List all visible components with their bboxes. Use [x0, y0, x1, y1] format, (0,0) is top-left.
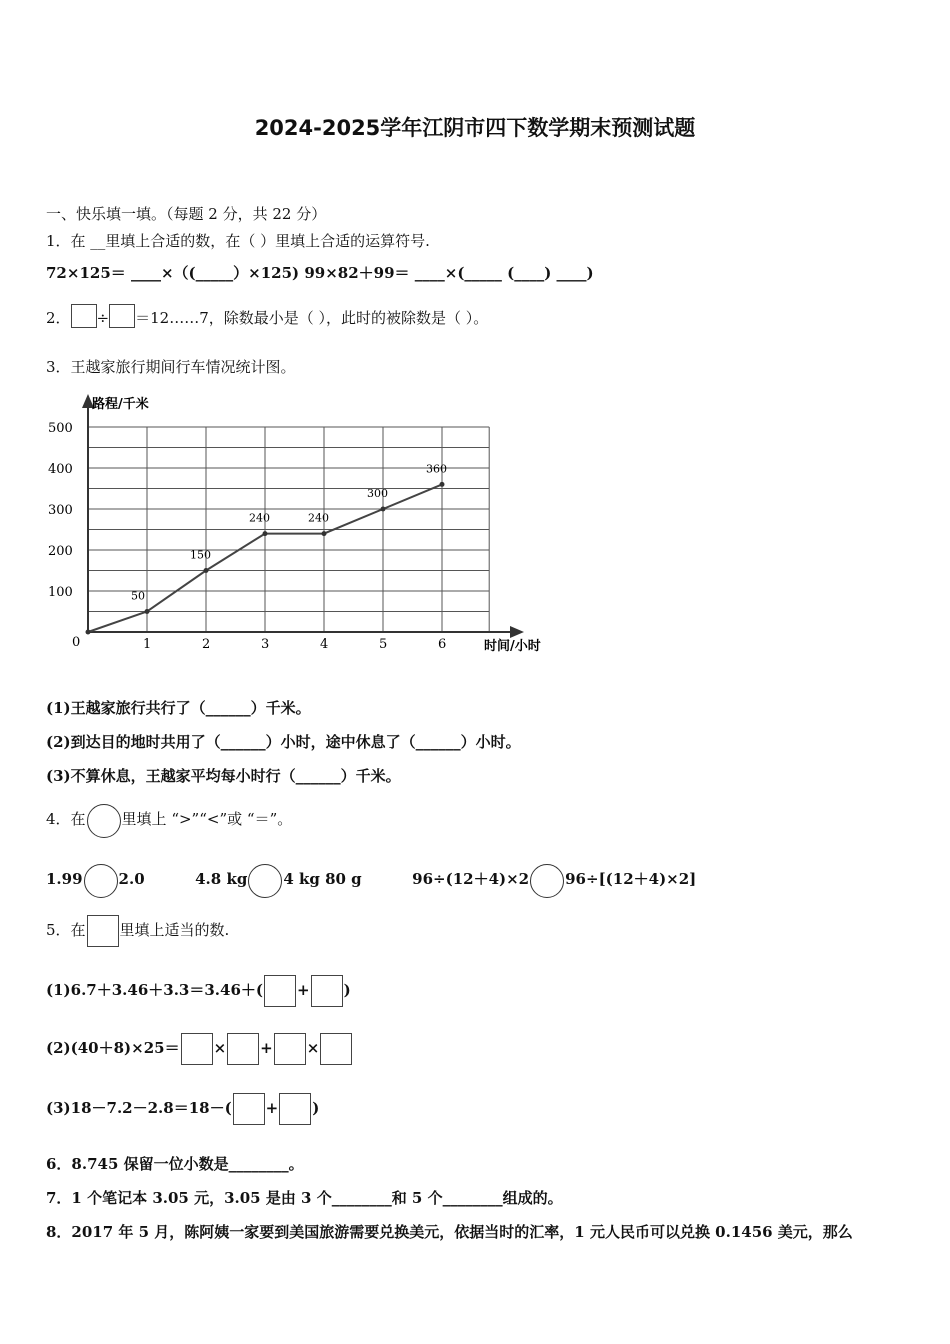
q5-sub2-box2[interactable] — [227, 1033, 259, 1065]
q5-sub3-box1[interactable] — [233, 1093, 265, 1125]
data-point — [381, 507, 386, 512]
q2-number: 2． — [46, 309, 71, 327]
q4-c2-left: 4.8 kg — [195, 870, 248, 888]
q5-sub1-text: (1)6.7＋3.46＋3.3＝3.46＋( — [46, 981, 263, 999]
q5-pre: 5．在 — [46, 921, 86, 939]
q2-dividend-box[interactable] — [71, 304, 97, 328]
y-tick-label: 300 — [48, 503, 73, 518]
y-tick-label: 400 — [48, 462, 73, 477]
q4-c2-right: 4 kg 80 g — [283, 870, 362, 888]
x-tick-label: 1 — [143, 637, 152, 652]
x-tick-label: 6 — [438, 637, 447, 652]
q5-sub1-box1[interactable] — [264, 975, 296, 1007]
q5-box-example — [87, 915, 119, 947]
data-point — [204, 568, 209, 573]
q3-text: 3．王越家旅行期间行车情况统计图。 — [46, 358, 296, 376]
data-point — [86, 630, 91, 635]
q4-c3-left: 96÷(12＋4)×2 — [412, 870, 530, 888]
q5-post: 里填上适当的数. — [119, 921, 230, 939]
q4-line — [46, 804, 292, 838]
q5-sub1 — [46, 975, 351, 1007]
x-tick-label: 5 — [379, 637, 388, 652]
q5-sub3-text: (3)18－7.2－2.8＝18－( — [46, 1099, 232, 1117]
plus-sign: + — [260, 1039, 273, 1057]
q4-c1-left: 1.99 — [46, 870, 83, 888]
q5-sub2-box4[interactable] — [320, 1033, 352, 1065]
q8-text: 8．2017 年 5 月，陈阿姨一家要到美国旅游需要兑换美元，依据当时的汇率，1 元人民币可以兑换 0.1456 美元，那么 — [46, 1223, 853, 1241]
q2-divisor-box[interactable] — [109, 304, 135, 328]
page-title: 2024-2025学年江阴市四下数学期末预测试题 — [254, 116, 696, 140]
x-axis-label: 时间/小时 — [484, 639, 541, 654]
q4-post: 里填上 “>”“<”或 “＝”。 — [121, 810, 293, 828]
q4-c3-circle[interactable] — [530, 864, 564, 898]
travel-line-chart — [44, 392, 564, 662]
q4-c2-circle[interactable] — [248, 864, 282, 898]
section-heading: 一、快乐填一填。（每题 2 分，共 22 分） — [46, 205, 327, 223]
q3-sub2: (2)到达目的地时共用了（______）小时，途中休息了（______）小时。 — [46, 733, 521, 751]
x-tick-label: 2 — [202, 637, 211, 652]
q4-pre: 4．在 — [46, 810, 86, 828]
data-point — [322, 531, 327, 536]
q5-sub3-box2[interactable] — [279, 1093, 311, 1125]
origin-label: 0 — [72, 635, 81, 650]
plus-sign: + — [265, 1099, 279, 1117]
data-label: 50 — [131, 589, 145, 603]
x-axis-arrow — [510, 626, 524, 638]
q5-line — [46, 915, 229, 947]
q2-line — [46, 304, 488, 328]
chart-ticks — [48, 421, 446, 652]
q5-sub2-box3[interactable] — [274, 1033, 306, 1065]
times-sign: × — [306, 1039, 320, 1057]
y-tick-label: 200 — [48, 544, 73, 559]
q2-divide-sign: ÷ — [96, 309, 110, 327]
q6-text: 6．8.745 保留一位小数是________。 — [46, 1155, 304, 1173]
y-tick-label: 100 — [48, 585, 73, 600]
q4-c1-right: 2.0 — [118, 870, 145, 888]
data-point — [263, 531, 268, 536]
q3-sub3: (3)不算休息，王越家平均每小时行（______）千米。 — [46, 767, 401, 785]
q4-comparisons — [46, 864, 696, 898]
x-tick-label: 4 — [320, 637, 329, 652]
chart-axes — [72, 394, 541, 654]
q1-equations: 72×125＝ ____×（(_____）×125) 99×82＋99＝ ____×(_____ (____) ____) — [46, 264, 594, 282]
q3-sub1: (1)王越家旅行共行了（______）千米。 — [46, 699, 311, 717]
chart-grid — [88, 427, 489, 632]
q5-sub2 — [46, 1033, 353, 1065]
close-paren: ) — [312, 1099, 320, 1117]
data-point — [145, 609, 150, 614]
y-axis-label: 路程/千米 — [92, 397, 149, 412]
q2-rest: ＝12……7，除数最小是（ ），此时的被除数是（ ）。 — [135, 309, 489, 327]
q5-sub2-box1[interactable] — [181, 1033, 213, 1065]
q7-text: 7．1 个笔记本 3.05 元，3.05 是由 3 个________和 5 个________组成的。 — [46, 1189, 563, 1207]
data-label: 240 — [308, 511, 329, 525]
q5-sub2-text: (2)(40＋8)×25＝ — [46, 1039, 180, 1057]
data-label: 300 — [367, 487, 388, 500]
times-sign: × — [213, 1039, 227, 1057]
close-paren: ) — [343, 981, 351, 999]
q5-sub1-box2[interactable] — [311, 975, 343, 1007]
q1-text: 1．在 __里填上合适的数，在（ ）里填上合适的运算符号. — [46, 232, 430, 250]
q4-c3-right: 96÷[(12＋4)×2] — [565, 870, 697, 888]
data-label: 240 — [249, 511, 270, 525]
x-tick-label: 3 — [261, 637, 270, 652]
q4-c1-circle[interactable] — [84, 864, 118, 898]
data-label: 150 — [190, 548, 211, 562]
data-point — [440, 482, 445, 487]
q4-circle-example — [87, 804, 121, 838]
q5-sub3 — [46, 1093, 319, 1125]
y-tick-label: 500 — [48, 421, 73, 436]
data-label: 360 — [426, 462, 447, 476]
plus-sign: + — [297, 981, 310, 999]
